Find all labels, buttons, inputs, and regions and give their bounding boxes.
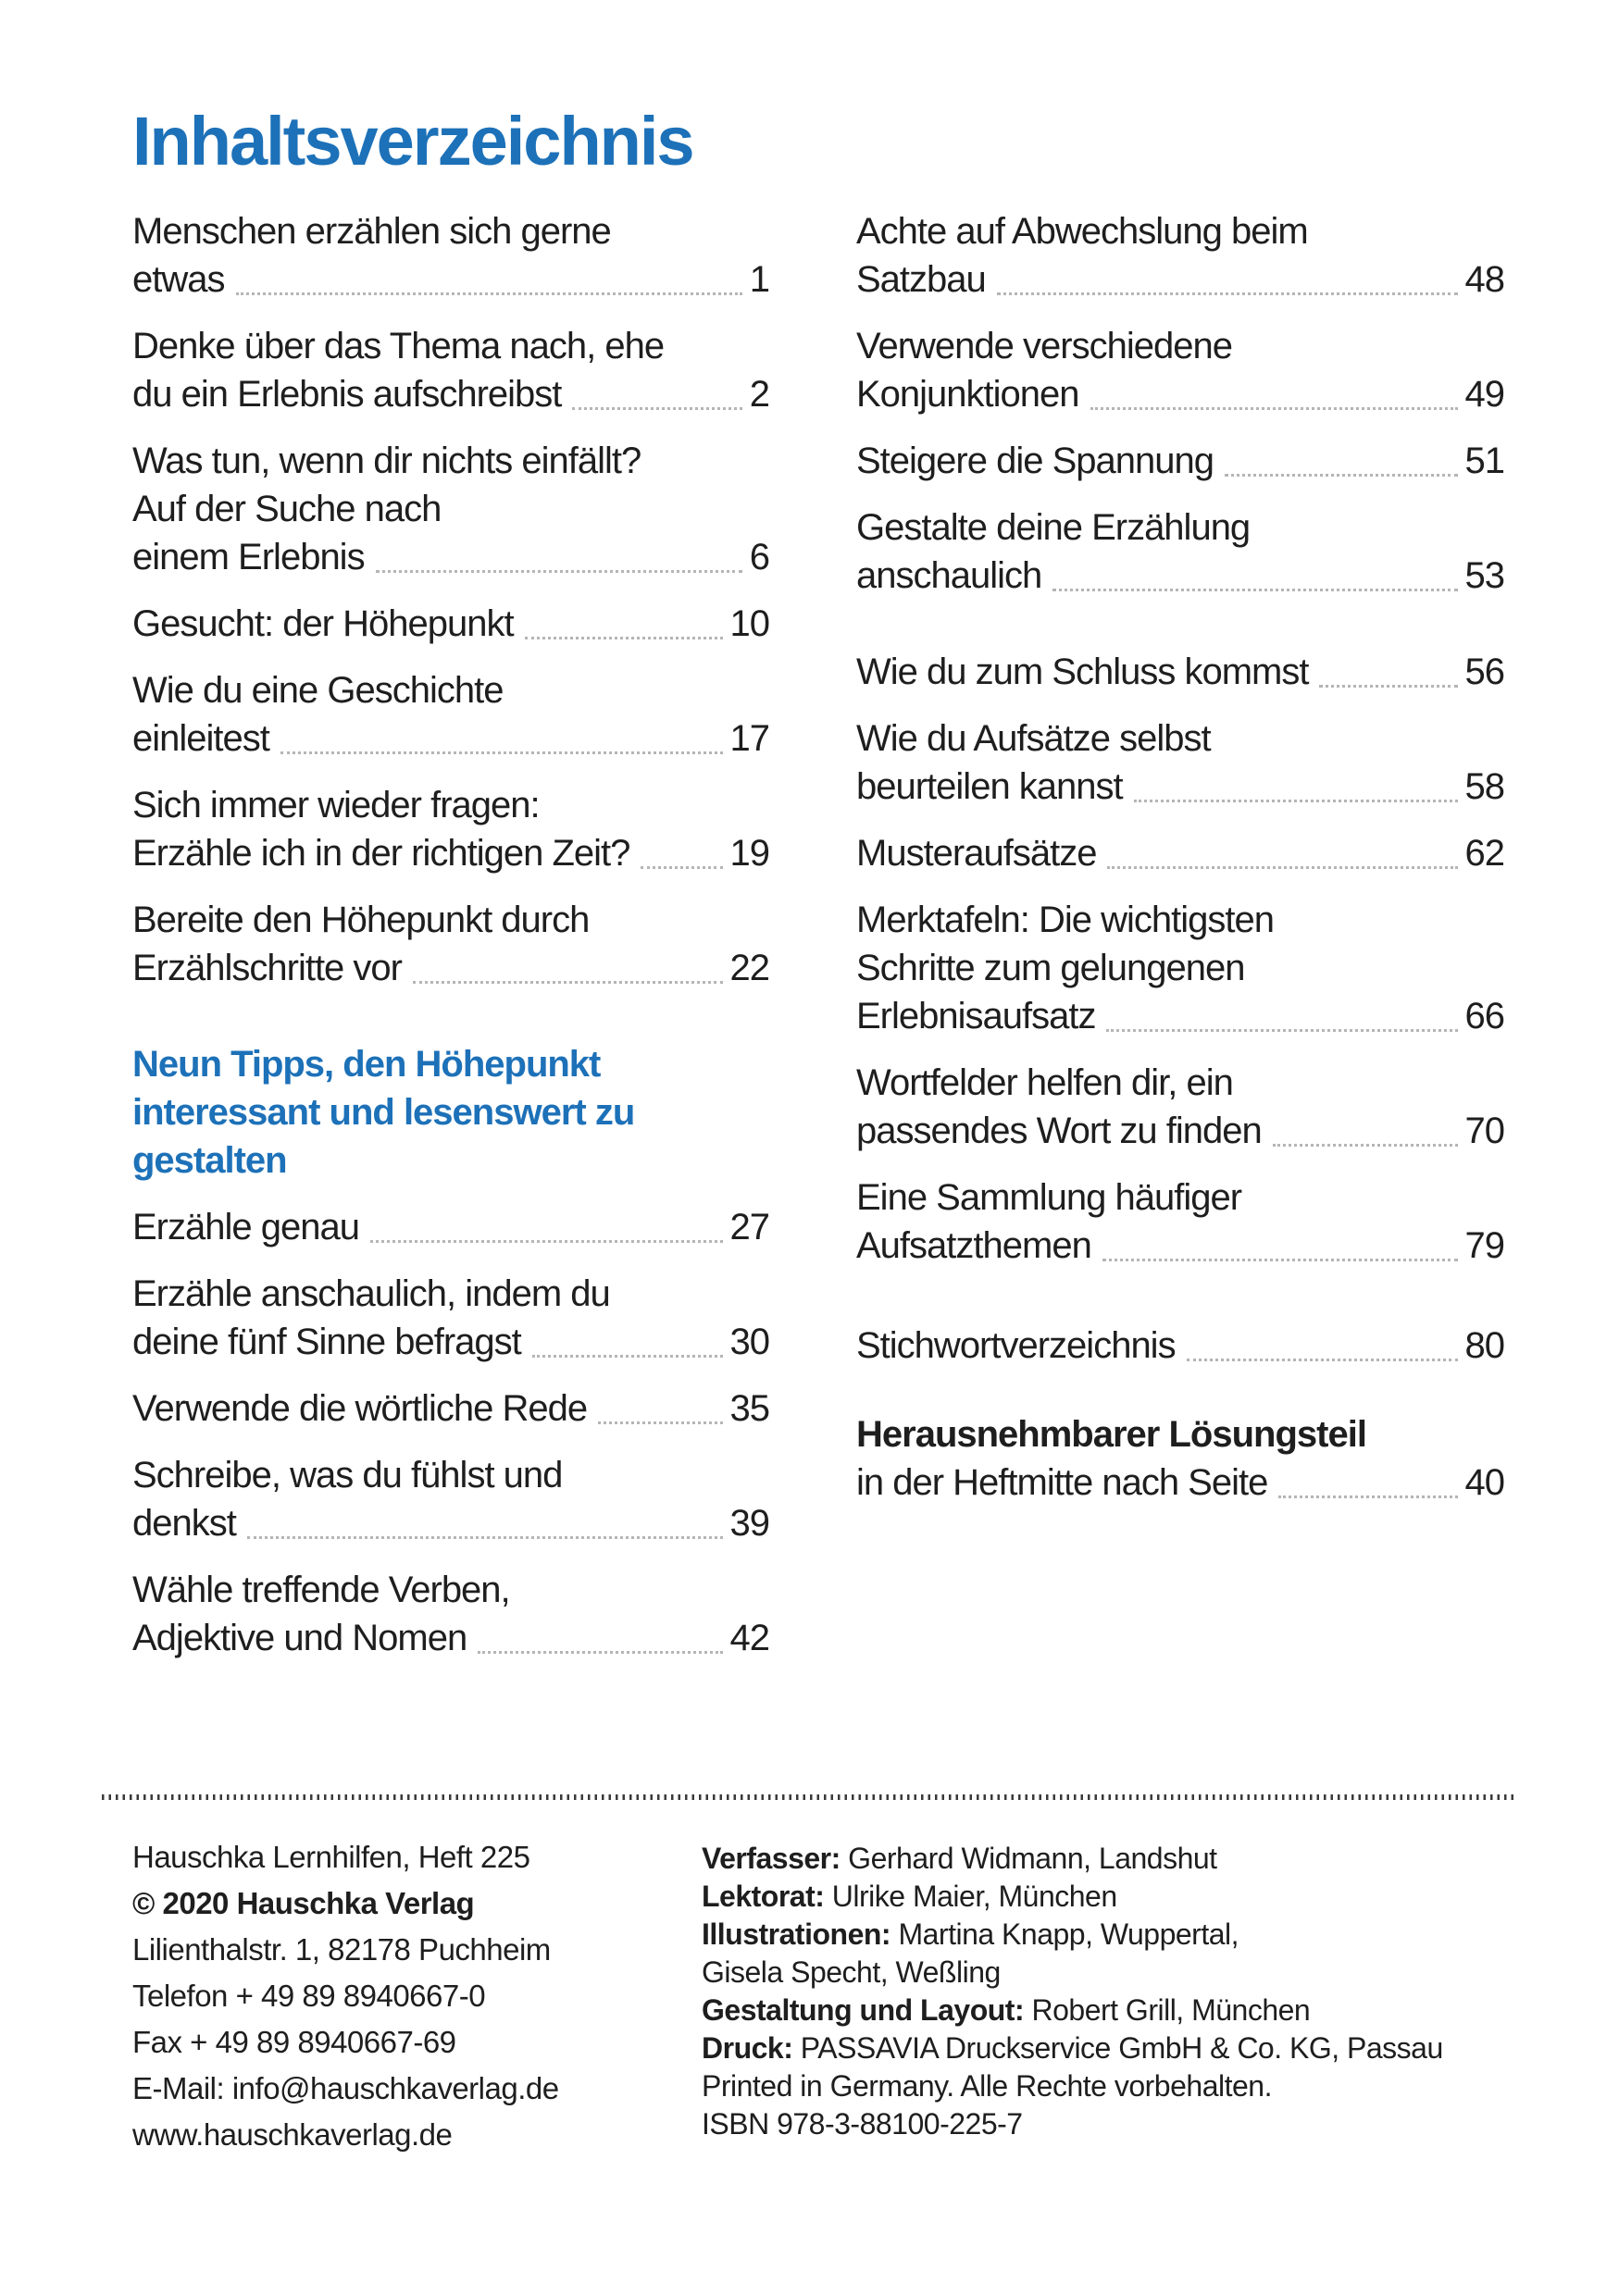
toc-entry-lastline [856,1458,1504,1507]
page-number: 79 [1464,1225,1504,1266]
page-number: 22 [729,948,769,988]
toc-entry-lastline [856,1322,1504,1370]
page-number: 35 [729,1388,769,1429]
toc-entry-lastline [856,437,1504,485]
toc-entry-lastline [856,255,1504,304]
toc-entry-lastline [856,763,1504,811]
toc-entry-text: Erzähle genau [132,1207,359,1247]
toc-section-heading [132,1040,769,1185]
toc-entry-lastline [132,533,769,581]
toc-entry-text: Musteraufsätze [856,833,1097,874]
imprint-line [702,1840,1535,1878]
toc-entry-lastline [132,1614,769,1662]
dot-leader [1134,800,1458,802]
imprint-text: Ulrike Maier, München [824,1880,1117,1913]
imprint-label: Gestaltung und Layout: [702,1993,1025,2027]
page-number: 10 [729,603,769,644]
toc-entry-lastline [132,600,769,648]
toc-entry-text: Konjunktionen [856,374,1079,415]
toc-entry-line: Wie du eine Geschichte [132,670,504,711]
dot-leader [1319,685,1457,688]
toc-entry-line: Denke über das Thema nach, ehe [132,326,665,366]
imprint-line: Lilienthalstr. 1, 82178 Puchheim [132,1932,551,1967]
page-number: 58 [1464,766,1504,807]
toc-column-right [856,207,1504,1681]
dot-leader [280,751,723,754]
toc-entry-text: Aufsatzthemen [856,1225,1091,1266]
toc-entry-line: Merktafeln: Die wichtigsten [856,900,1274,940]
toc-entry-line: Schritte zum gelungenen [856,948,1245,988]
toc-entry-lastline [132,944,769,992]
toc-entry-lastline [856,829,1504,877]
toc-entry-lastline [132,714,769,763]
page-number: 70 [1464,1111,1504,1151]
page-number: 62 [1464,833,1504,874]
toc-entry-text: deine fünf Sinne befragst [132,1322,521,1362]
toc-entry-lastline [132,1203,769,1251]
toc-entry [856,207,1504,304]
toc-entry [856,648,1504,696]
toc-entry-line: gestalten [132,1140,287,1181]
dot-leader [1187,1359,1458,1361]
toc-entry-text: anschaulich [856,555,1042,596]
toc-entry [856,437,1504,485]
toc-entry [132,1203,769,1251]
page-number: 80 [1464,1325,1504,1366]
page-number: 30 [729,1322,769,1362]
imprint-line: E-Mail: info@hauschkaverlag.de [132,2071,559,2105]
dot-leader [413,981,723,984]
toc-entry-text: Erzählschritte vor [132,948,402,988]
page-number: 66 [1464,996,1504,1036]
imprint-text: Printed in Germany. Alle Rechte vorbehalten. [702,2069,1272,2103]
toc-entry [132,600,769,648]
imprint-line [702,1878,1535,1916]
dot-leader [1225,474,1458,477]
imprint-right [702,1840,1535,2143]
dot-leader [532,1355,723,1358]
toc-entry [856,1173,1504,1270]
toc-entry [856,829,1504,877]
imprint-text: Gisela Specht, Weßling [702,1955,1001,1989]
imprint-line [702,1954,1535,1992]
imprint-text: PASSAVIA Druckservice GmbH & Co. KG, Passau [792,2031,1443,2065]
imprint-line [702,2105,1535,2143]
imprint-line [702,2067,1535,2105]
dot-leader [1052,589,1457,591]
page-title: Inhaltsverzeichnis [132,103,693,180]
toc-entry-text: Erzähle ich in der richtigen Zeit? [132,833,630,874]
toc-entry [856,503,1504,600]
toc-entry-text: denkst [132,1503,236,1544]
toc-entry-line: Was tun, wenn dir nichts einfällt? [132,441,641,481]
dot-leader [1102,1259,1458,1261]
dot-leader [1107,866,1457,869]
page-number: 49 [1464,374,1504,415]
toc-entry-line: Wie du Aufsätze selbst [856,718,1211,759]
toc-entry-lastline [132,1384,769,1433]
toc-entry [132,437,769,581]
imprint-text: Gerhard Widmann, Landshut [840,1842,1217,1875]
toc-entry [132,1384,769,1433]
imprint-line: © 2020 Hauschka Verlag [132,1886,475,1920]
toc-entry-line: Eine Sammlung häufiger [856,1177,1242,1218]
dot-leader [236,292,742,295]
toc-entry [132,781,769,877]
toc-entry-lastline [856,1222,1504,1270]
imprint-label: Verfasser: [702,1842,841,1875]
page-number: 40 [1464,1462,1504,1503]
page-number: 56 [1464,652,1504,692]
toc-entry [856,896,1504,1040]
dot-leader [1273,1144,1458,1147]
toc-entry-line: Schreibe, was du fühlst und [132,1455,563,1496]
dot-leader [641,866,722,869]
toc-entry-text: Steigere die Spannung [856,441,1214,481]
toc-entry-text: Stichwortverzeichnis [856,1325,1176,1366]
dot-leader [478,1651,722,1654]
toc-entry-lastline [132,1318,769,1366]
toc-columns [132,207,1504,1681]
page-number: 51 [1464,441,1504,481]
imprint-text: Martina Knapp, Wuppertal, [890,1917,1239,1951]
page-number: 53 [1464,555,1504,596]
dot-leader [997,292,1458,295]
toc-entry-lastline [856,992,1504,1040]
toc-entry-line: Verwende verschiedene [856,326,1232,366]
toc-entry-line: Herausnehmbarer Lösungsteil [856,1414,1366,1455]
toc-entry-lastline [132,1499,769,1547]
dot-leader [370,1240,723,1243]
toc-entry-text: einem Erlebnis [132,537,365,577]
toc-entry-line: Bereite den Höhepunkt durch [132,900,590,940]
toc-entry-line: Achte auf Abwechslung beim [856,211,1308,252]
page-number: 39 [729,1503,769,1544]
dot-leader [247,1536,723,1539]
toc-entry [132,1270,769,1366]
toc-entry [856,322,1504,418]
imprint-left [132,1834,688,2158]
imprint-line [702,2029,1535,2067]
toc-entry-line: Erzähle anschaulich, indem du [132,1273,610,1314]
toc-entry [132,666,769,763]
footer-separator [102,1794,1518,1800]
dot-leader [376,570,742,573]
toc-entry [132,1451,769,1547]
toc-entry-text: Adjektive und Nomen [132,1618,467,1658]
toc-entry-text: passendes Wort zu finden [856,1111,1262,1151]
toc-entry-lastline [132,370,769,418]
toc-entry-line: Menschen erzählen sich gerne [132,211,611,252]
toc-entry-text: in der Heftmitte nach Seite [856,1462,1268,1503]
page-number: 6 [749,537,769,577]
toc-entry [856,1059,1504,1155]
imprint-label: Druck: [702,2031,793,2065]
page-number: 17 [729,718,769,759]
toc-entry [856,1322,1504,1370]
imprint-line [702,1916,1535,1954]
toc-entry-lastline [132,829,769,877]
toc-entry-line: Wähle treffende Verben, [132,1570,510,1610]
toc-entry-text: einleitest [132,718,269,759]
toc-entry-text: etwas [132,259,225,300]
imprint-line: Fax + 49 89 8940667-69 [132,2025,456,2059]
toc-entry-text: beurteilen kannst [856,766,1123,807]
toc-entry-line: Auf der Suche nach [132,489,442,529]
toc-entry-line: Wortfelder helfen dir, ein [856,1062,1233,1103]
imprint-text: Robert Grill, München [1024,1993,1311,2027]
imprint-label: Illustrationen: [702,1917,891,1951]
imprint-line: Telefon + 49 89 8940667-0 [132,1979,486,2013]
toc-entry-line: interessant und lesenswert zu [132,1092,635,1133]
toc-entry-line: Neun Tipps, den Höhepunkt [132,1044,601,1085]
toc-entry-text: Verwende die wörtliche Rede [132,1388,588,1429]
toc-entry-line: Sich immer wieder fragen: [132,785,540,825]
toc-entry-text: Wie du zum Schluss kommst [856,652,1309,692]
toc-entry [132,896,769,992]
toc-entry-lastline [132,255,769,304]
toc-entry-text: Erlebnisaufsatz [856,996,1096,1036]
toc-entry-text: Gesucht: der Höhepunkt [132,603,514,644]
imprint-label: Lektorat: [702,1880,825,1913]
dot-leader [598,1421,722,1424]
page-number: 42 [729,1618,769,1658]
toc-entry-lastline [856,552,1504,600]
toc-entry-lastline [856,1107,1504,1155]
page-number: 48 [1464,259,1504,300]
toc-entry-text: du ein Erlebnis aufschreibst [132,374,562,415]
toc-entry-lastline [856,370,1504,418]
dot-leader [1278,1496,1457,1498]
toc-entry-line: Gestalte deine Erzählung [856,507,1251,548]
toc-entry-lastline [856,648,1504,696]
dot-leader [572,407,741,410]
page-number: 1 [749,259,769,300]
imprint-line: Hauschka Lernhilfen, Heft 225 [132,1840,530,1874]
dot-leader [525,637,723,639]
page-number: 19 [729,833,769,874]
toc-entry [132,1566,769,1662]
toc-entry [132,322,769,418]
toc-entry [856,1410,1504,1507]
toc-column-left [132,207,769,1681]
imprint-text: ISBN 978-3-88100-225-7 [702,2107,1023,2141]
toc-entry [132,207,769,304]
dot-leader [1090,407,1458,410]
page-number: 27 [729,1207,769,1247]
imprint-line: www.hauschkaverlag.de [132,2117,453,2152]
toc-entry [856,714,1504,811]
dot-leader [1106,1029,1457,1032]
imprint-line [702,1992,1535,2029]
page-number: 2 [749,374,769,415]
toc-entry-text: Satzbau [856,259,986,300]
